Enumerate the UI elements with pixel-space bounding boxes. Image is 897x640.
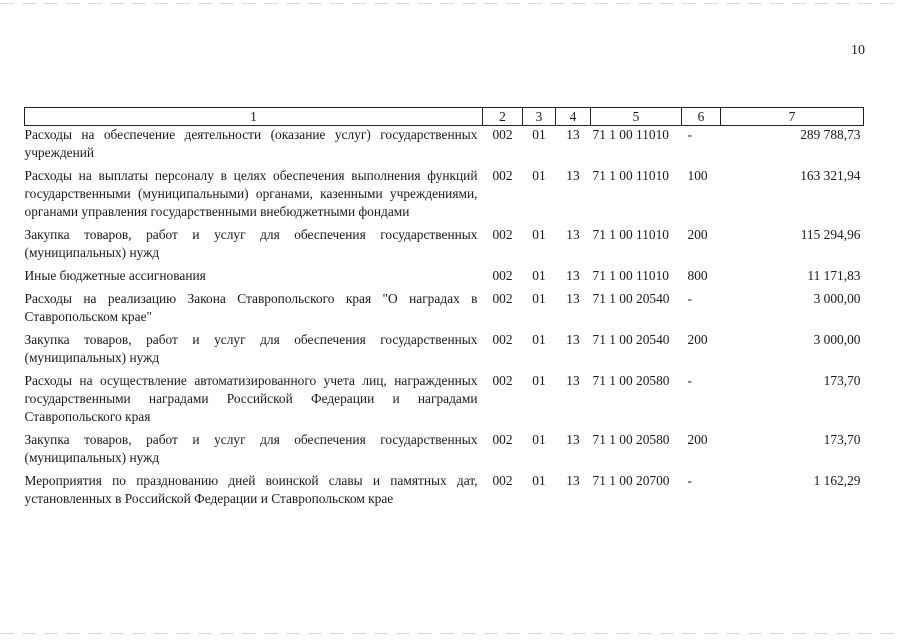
section-code: 01: [532, 432, 546, 447]
expense-type-code: 100: [687, 168, 708, 183]
expense-type-code: -: [687, 373, 692, 388]
section-code: 01: [532, 291, 546, 306]
expense-name: Закупка товаров, работ и услуг для обеспечения государственных (муниципальных) нужд: [24, 432, 478, 465]
amount: 115 294,96: [800, 227, 861, 242]
subsection-code: 13: [566, 291, 580, 306]
expense-name: Расходы на реализацию Закона Ставропольского края "О наградах в Ставропольском крае": [24, 291, 478, 324]
expense-type-code: -: [687, 127, 692, 142]
table-row: [25, 331, 864, 372]
subsection-code: 13: [566, 127, 580, 142]
expense-name: Мероприятия по празднованию дней воинской славы и памятных дат, установленных в Российской Федерации и Ставропольском крае: [24, 473, 478, 506]
header-col-2: 2: [483, 108, 523, 126]
expense-type-code: 200: [687, 332, 708, 347]
ministry-code: 002: [492, 373, 513, 388]
amount: 3 000,00: [813, 291, 861, 306]
expense-name: Иные бюджетные ассигнования: [24, 268, 206, 283]
expense-type-code: 800: [687, 268, 708, 283]
section-code: 01: [532, 227, 546, 242]
table-row: [25, 472, 864, 513]
expense-name: Расходы на осуществление автоматизированного учета лиц, награжденных государственными наградами Российской Федерации и наградами Ставропольского края: [24, 373, 478, 424]
expense-type-code: 200: [687, 227, 708, 242]
ministry-code: 002: [492, 473, 513, 488]
target-article-code: 71 1 00 20700: [592, 473, 670, 488]
subsection-code: 13: [566, 432, 580, 447]
expense-name: Расходы на выплаты персоналу в целях обеспечения выполнения функций государственными (муниципальными) органами, казенными учреждениями, органами управления государственными внебюджетными фондами: [24, 168, 478, 219]
header-col-5: 5: [591, 108, 682, 126]
section-code: 01: [532, 168, 546, 183]
amount: 11 171,83: [807, 268, 861, 283]
header-row: [25, 108, 864, 126]
subsection-code: 13: [566, 268, 580, 283]
table-row: [25, 372, 864, 431]
ministry-code: 002: [492, 127, 513, 142]
expense-type-code: 200: [687, 432, 708, 447]
target-article-code: 71 1 00 20540: [592, 291, 670, 306]
subsection-code: 13: [566, 373, 580, 388]
header-col-4: 4: [556, 108, 591, 126]
target-article-code: 71 1 00 11010: [592, 168, 669, 183]
amount: 173,70: [823, 432, 861, 447]
expense-name: Закупка товаров, работ и услуг для обеспечения государственных (муниципальных) нужд: [24, 332, 478, 365]
amount: 163 321,94: [800, 168, 861, 183]
section-code: 01: [532, 127, 546, 142]
amount: 173,70: [823, 373, 861, 388]
amount: 3 000,00: [813, 332, 861, 347]
target-article-code: 71 1 00 11010: [592, 127, 669, 142]
ministry-code: 002: [492, 227, 513, 242]
target-article-code: 71 1 00 20540: [592, 332, 670, 347]
ministry-code: 002: [492, 268, 513, 283]
amount: 1 162,29: [813, 473, 861, 488]
subsection-code: 13: [566, 168, 580, 183]
table-row: [25, 167, 864, 226]
subsection-code: 13: [566, 473, 580, 488]
subsection-code: 13: [566, 332, 580, 347]
budget-table: [24, 107, 864, 513]
target-article-code: 71 1 00 20580: [592, 373, 670, 388]
section-code: 01: [532, 473, 546, 488]
expense-name: Расходы на обеспечение деятельности (оказание услуг) государственных учреждений: [24, 127, 478, 160]
ministry-code: 002: [492, 332, 513, 347]
subsection-code: 13: [566, 227, 580, 242]
header-col-3: 3: [523, 108, 556, 126]
table-row: [25, 126, 864, 168]
target-article-code: 71 1 00 20580: [592, 432, 670, 447]
expense-name: Закупка товаров, работ и услуг для обеспечения государственных (муниципальных) нужд: [24, 227, 478, 260]
ministry-code: 002: [492, 432, 513, 447]
section-code: 01: [532, 268, 546, 283]
ministry-code: 002: [492, 291, 513, 306]
expense-type-code: -: [687, 291, 692, 306]
scan-artifact-top: [0, 3, 897, 4]
target-article-code: 71 1 00 11010: [592, 227, 669, 242]
amount: 289 788,73: [800, 127, 861, 142]
page-number: 10: [851, 43, 865, 58]
section-code: 01: [532, 373, 546, 388]
table-row: [25, 226, 864, 267]
header-col-1: 1: [25, 108, 483, 126]
table-row: [25, 431, 864, 472]
section-code: 01: [532, 332, 546, 347]
scan-artifact-bottom: [0, 633, 897, 634]
header-col-7: 7: [721, 108, 864, 126]
table-row: [25, 267, 864, 290]
expense-type-code: -: [687, 473, 692, 488]
table-row: [25, 290, 864, 331]
target-article-code: 71 1 00 11010: [592, 268, 669, 283]
ministry-code: 002: [492, 168, 513, 183]
header-col-6: 6: [682, 108, 721, 126]
